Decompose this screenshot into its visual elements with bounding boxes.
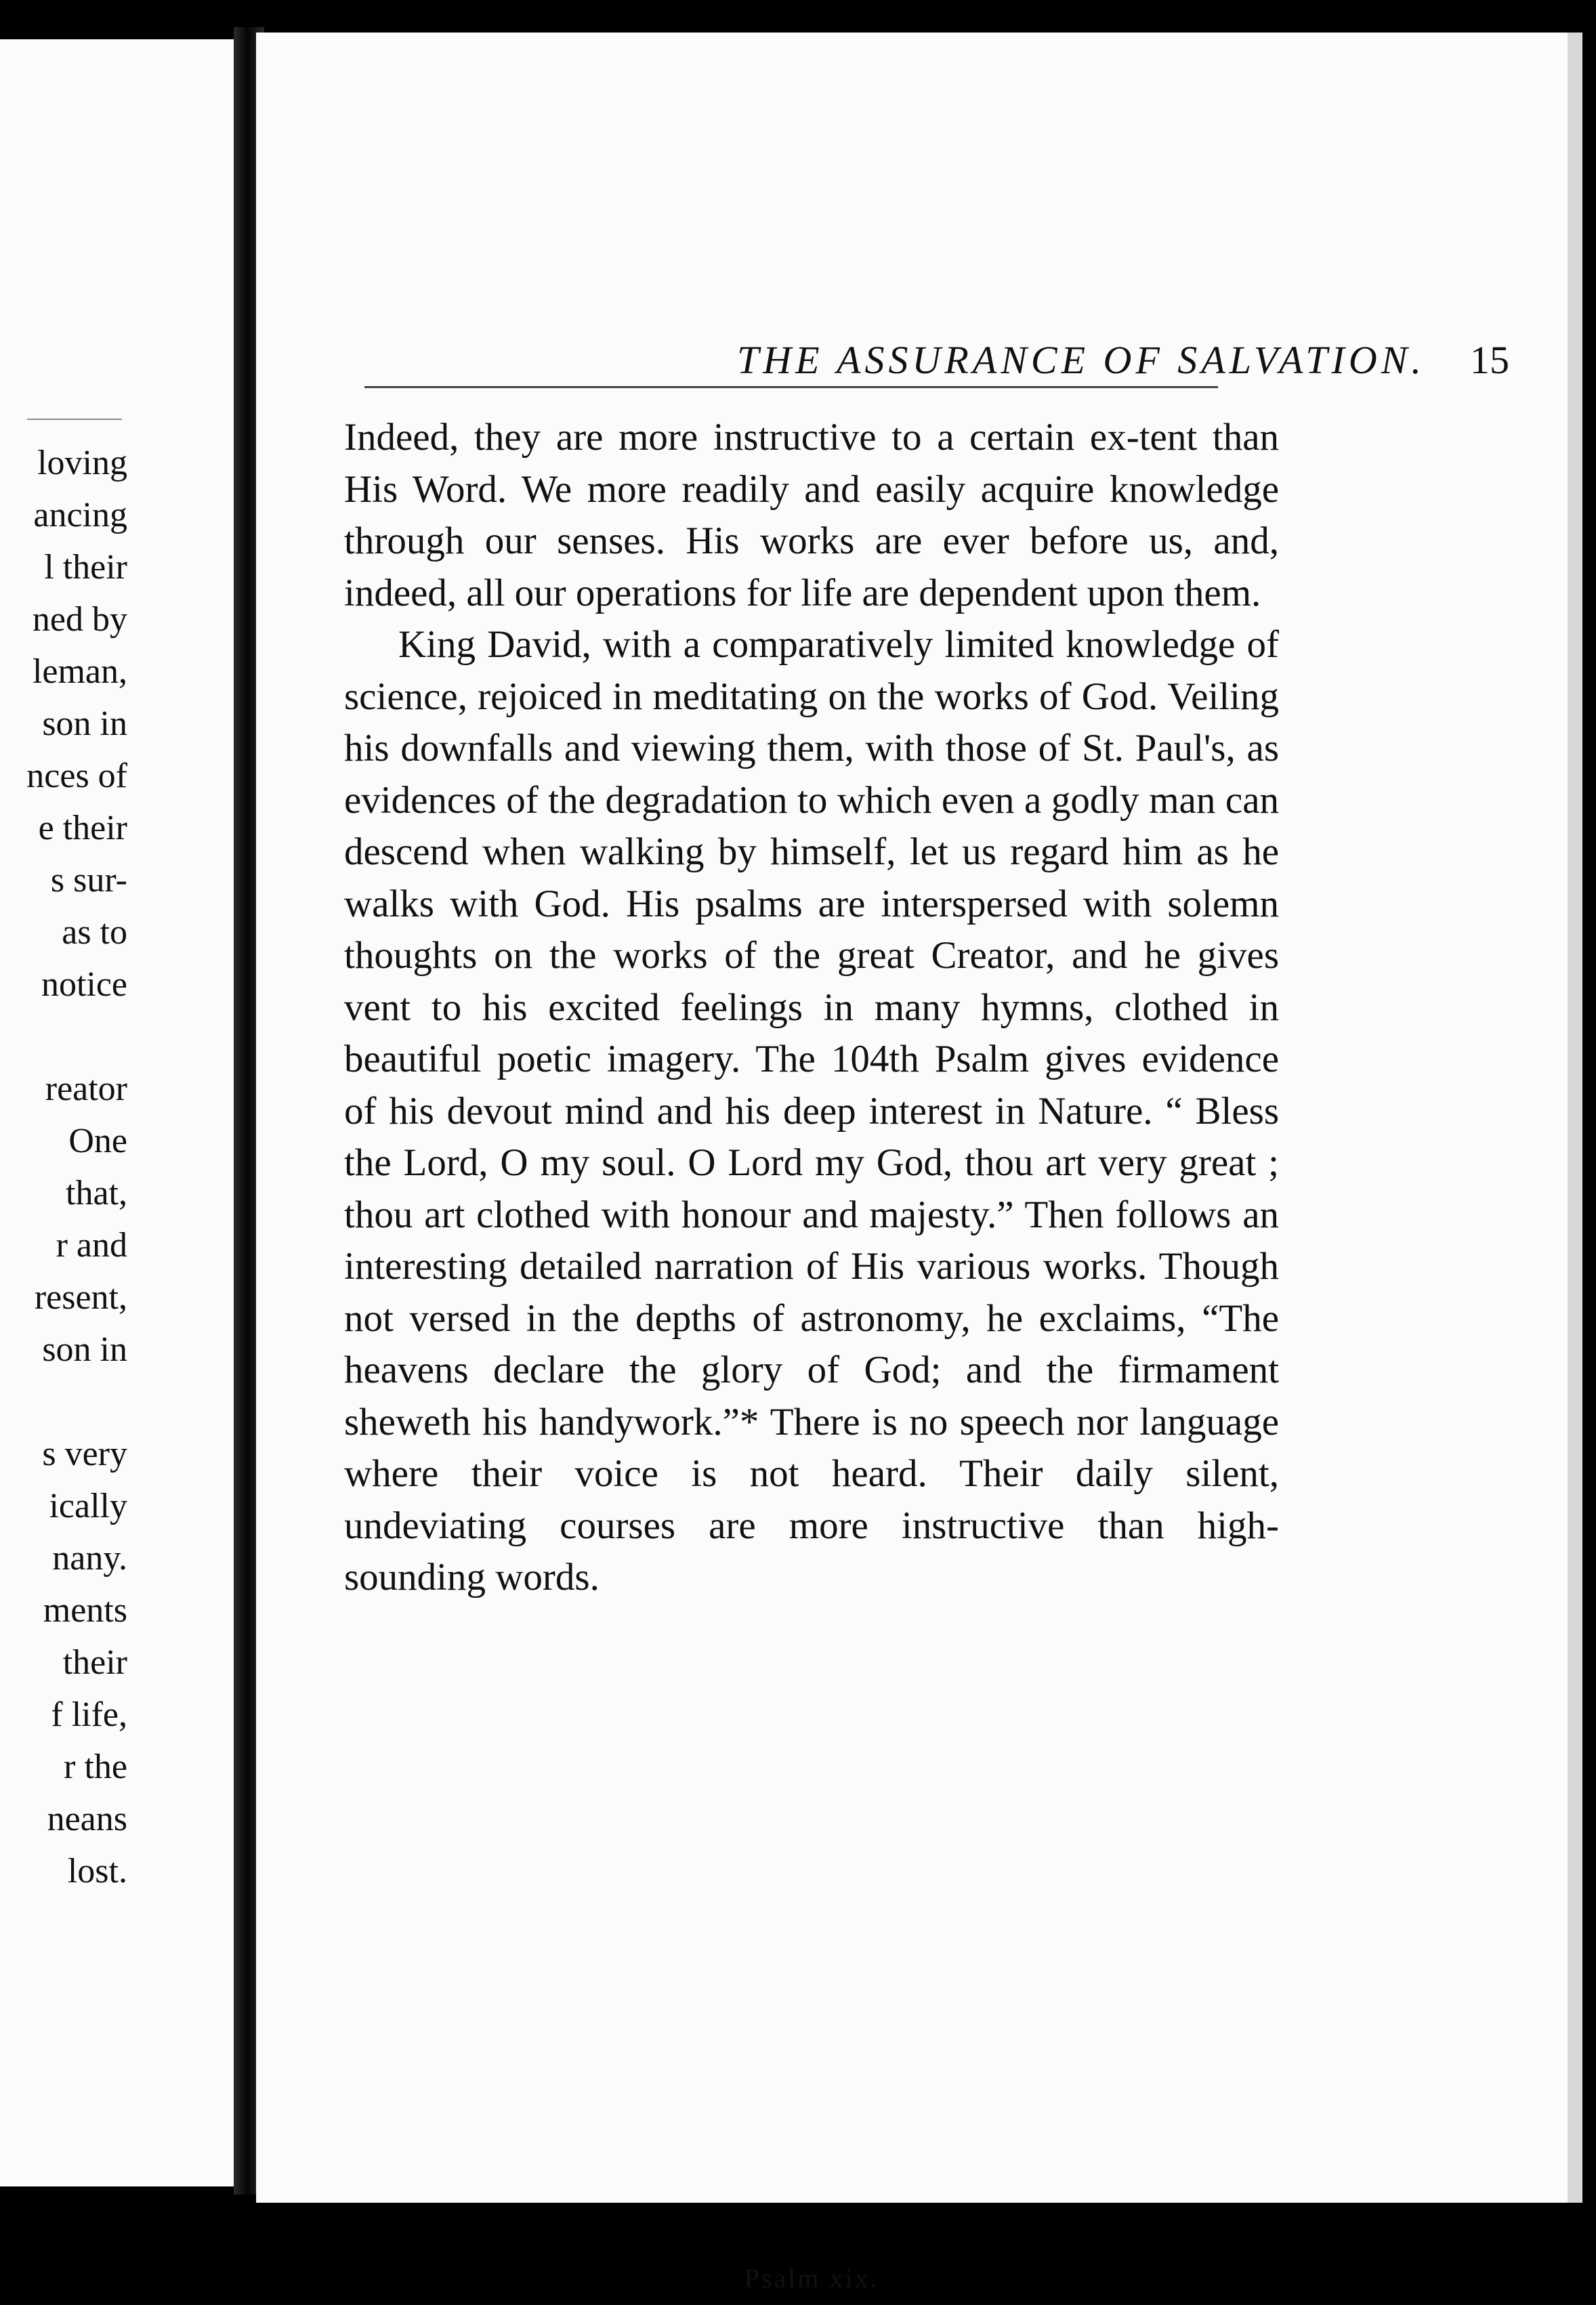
left-fragment: son in bbox=[42, 704, 127, 743]
left-fragment: nces of bbox=[26, 757, 127, 795]
left-fragment: son in bbox=[42, 1330, 127, 1369]
left-fragment: resent, bbox=[34, 1278, 127, 1317]
body-text bbox=[344, 412, 1279, 2293]
left-fragment: ically bbox=[49, 1487, 127, 1525]
paragraph: King David, with a comparatively limited knowledge of science, rejoiced in meditating on the works of God. Veiling his downfalls and viewing them, with those of St. Paul's, as evidences of the degradation to which even a godly man can descend when walking by himself, let us regard him as he walks with God. His psalms are interspersed with solemn thoughts on the works of the great Creator, and he gives vent to his excited feelings in many hymns, clothed in beautiful poetic imagery. The 104th Psalm gives evidence of his devout mind and his deep interest in Nature. “ Bless the Lord, O my soul. O Lord my God, thou art very great ; thou art clothed with honour and majesty.” Then follows an interesting detailed narration of His various works. Though not versed in the depths of astronomy, he exclaims, “The heavens declare the glory of God; and the firmament sheweth his handywork.”* There is no speech nor language where their voice is not heard. Their daily silent, undeviating courses are more instructive than high-sounding words. bbox=[344, 623, 1279, 1599]
left-fragment: r the bbox=[64, 1748, 127, 1786]
left-fragment: e their bbox=[38, 809, 127, 847]
left-fragment: r and bbox=[56, 1226, 127, 1265]
left-fragment: notice bbox=[41, 965, 127, 1004]
left-fragment: One bbox=[68, 1122, 127, 1160]
running-head-title: THE ASSURANCE OF SALVATION. bbox=[737, 338, 1425, 382]
left-page-rule bbox=[27, 419, 122, 420]
right-page bbox=[256, 33, 1582, 2293]
page-content bbox=[256, 33, 1568, 2293]
running-head bbox=[480, 337, 1536, 392]
left-fragment: that, bbox=[66, 1174, 127, 1212]
left-fragment: neans bbox=[47, 1800, 127, 1838]
page-number: 15 bbox=[1470, 338, 1509, 382]
left-fragment: s very bbox=[42, 1435, 127, 1473]
left-fragment: f life, bbox=[51, 1695, 127, 1734]
footnote: Psalm xix. bbox=[744, 2263, 879, 2293]
paragraph: Indeed, they are more instructive to a certain ex-tent than His Word. We more readily and easily acquire knowledge through our senses. His works are ever before us, and, indeed, all our operations for life are dependent upon them. bbox=[344, 416, 1279, 614]
header-rule bbox=[364, 386, 1218, 388]
left-fragment: leman, bbox=[32, 652, 127, 691]
left-fragment: ancing bbox=[33, 496, 127, 534]
left-fragment: reator bbox=[45, 1070, 127, 1108]
left-fragment: lost. bbox=[67, 1852, 127, 1890]
left-fragment: nany. bbox=[52, 1539, 127, 1578]
left-fragment: s sur- bbox=[50, 861, 127, 900]
left-fragment: as to bbox=[62, 913, 127, 952]
left-fragment: ned by bbox=[32, 600, 127, 639]
left-fragment: l their bbox=[44, 548, 127, 587]
left-fragment: loving bbox=[37, 444, 127, 482]
left-fragment: ments bbox=[43, 1591, 127, 1630]
left-fragment: their bbox=[62, 1643, 127, 1682]
left-page bbox=[0, 39, 234, 2186]
